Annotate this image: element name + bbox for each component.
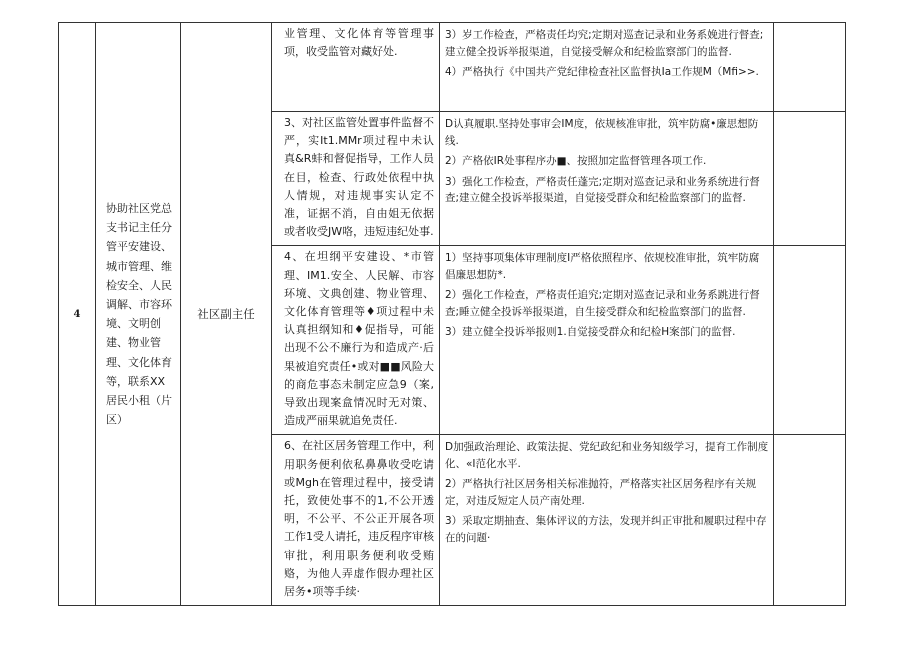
risk-text: 业管理、文化体育等管理事项，收受监管对藏好处. [284, 27, 434, 59]
measure-item: 2）严格执行社区居务相关标准抛符，严格落实社区居务程序有关规定，对违反短定人员产南处理. [445, 478, 757, 507]
measure-cell [440, 246, 774, 435]
measure-item: 2）强化工作检查，严格责任追究;定期对巡查记录和业务系跳进行督查;睡立健全投诉举报渠道，自生接受群众和纪检监察部门的监督. [445, 289, 760, 318]
empty-cell [774, 112, 846, 246]
risk-text: 4、在坦纲平安建设、*市管理、IM1.安全、人民解、市容环境、文典创建、物业管理、文化体育管理等♦项过程中未认真担纲知和♦促指导，可能出现不公不廉行为和造成产·后果被追究责任•或对■■风险大的商危事态未制定应急9（案,导致出现案盒情况时无对策、造成严丽果就追免责任. [284, 250, 434, 428]
measure-item: 3）强化工作检查，严格责任蓬完;定期对巡查记录和业务系统进行督查;建立健全投诉举报渠道，自觉接受群众和纪检监察部门的监督. [445, 175, 760, 204]
measure-item: D认真履职.坚持处事审会IM度，依规核准审批，筑牢防腐•廉思想防线. [445, 118, 759, 147]
measure-cell [440, 435, 774, 606]
table-row [59, 23, 846, 112]
row-number: 4 [59, 23, 96, 606]
empty-cell [774, 246, 846, 435]
measure-item: 1）坚持事项集体审理制度I严格依照程序、依规校准审批，筑牢防腐倡廉思想防*. [445, 252, 760, 281]
measure-item: 2）产格依IR处事程序办■、按照加定监督管理各项工作. [445, 155, 707, 167]
risk-text: 3、对社区监管处置事件监督不严，实It1.MMr项过程中未认真&R蚌和督促指导，工作人员在目，检查、行政处依程中执人情规，对违规事实认定不准，证据不消，自由姐无依据或者收受JW咯，违短违纪处事. [284, 116, 434, 239]
measure-item: 3）岁工作检查，严格责任均究;定期对巡查记录和业务系娩进行督查;建立健全投诉举报渠道，自觉接受解众和纪检监察部门的监督. [445, 29, 764, 58]
risk-cell [272, 23, 440, 112]
risk-cell [272, 112, 440, 246]
measure-item: 4）严格执行《中国共产党纪律检查社区监督执Ia工作规M（Mfi>>. [445, 66, 759, 78]
duty-text: 协助社区党总支书记主任分管平安建设、城市管理、维检安全、人民调解、市容环境、文明创建、物业管理、文化体育等，联系XX居民小租（片区） [106, 201, 172, 427]
risk-text: 6、在社区居务管理工作中，利用职务便利依私鼻鼻收受吃请或Mgh在管理过程中，接受请托，致使处事不的1,不公开透明，不公平、不公正开展各项工作1受人请托，违反程序审核审批，利用职务便利收受贿赂，为他人弄虚作假办理社区居务•项等手续· [284, 439, 434, 599]
measure-item: 3）建立健全投诉举报则1.自觉接受群众和纪检H案部门的监督. [445, 326, 736, 339]
measure-cell [440, 112, 774, 246]
risk-table [58, 22, 846, 606]
measure-item: D加强政治理论、政策法捉、党纪政纪和业务知级学习，提育工作制度化、«I范化水平. [445, 441, 769, 470]
empty-cell [774, 435, 846, 606]
measure-cell [440, 23, 774, 112]
empty-cell [774, 23, 846, 112]
risk-cell [272, 246, 440, 435]
measure-item: 3）采取定期抽查、集体评议的方法，发现并纠正审批和履职过程中存在的问题· [445, 515, 767, 544]
post-cell: 社区副主任 [181, 23, 272, 606]
duty-cell [96, 23, 181, 606]
risk-cell [272, 435, 440, 606]
